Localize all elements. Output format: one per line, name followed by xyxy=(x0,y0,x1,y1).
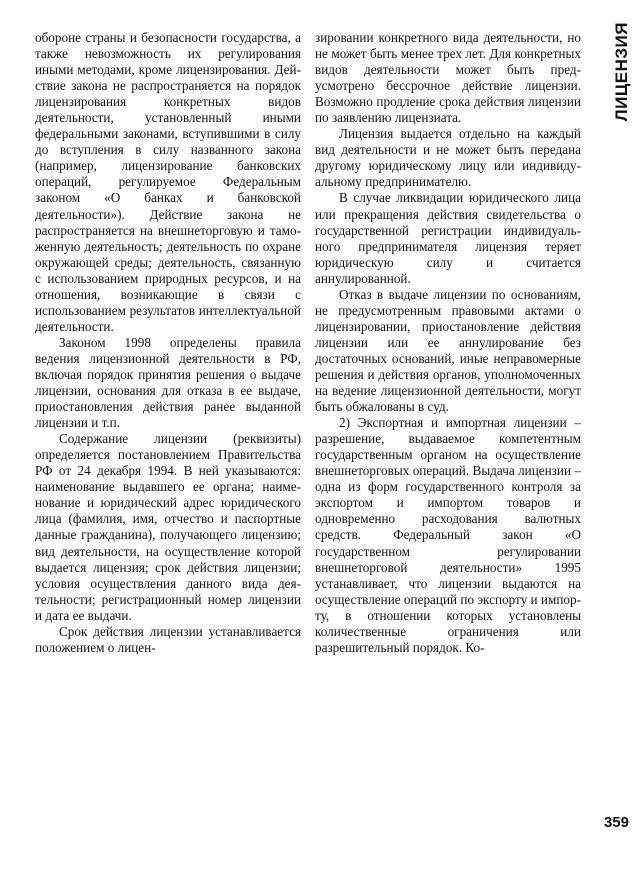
paragraph: Содержание лицензии (реквизиты) определяется постановлением Правительства РФ от 24 декабря 1994. В ней указываются: наименование выдавшего ее органа; наименование и юридический адрес юридического лица (фамилия, имя, отчество и паспортные данные гражданина), получающего лицензию; вид деятельности, на осуществление которой выдается лицензия; срок действия лицензии; условия осуществления данного вида деятельности; регистрационный номер лицензии и дата ее выдачи. xyxy=(35,431,301,623)
paragraph: Срок действия лицензии устанавливается положением о лицен- xyxy=(35,623,301,655)
paragraph: Отказ в выдаче лицензии по основаниям, не предусмотренным правовыми актами о лицензировании, приостановление действия лицензии или ее аннулирование без достаточных оснований, иные неправомерные решения и действия органов, уполномоченных на ведение лицензионной деятельности, могут быть обжалованы в суд. xyxy=(315,286,581,415)
right-column xyxy=(315,30,581,656)
left-column xyxy=(35,30,301,656)
paragraph: В случае ликвидации юридического лица или прекращения действия свидетельства о государственной регистрации индивидуального предпринимателя лицензия теряет юридическую силу и считается аннулированной. xyxy=(315,190,581,286)
paragraph: Лицензия выдается отдельно на каждый вид деятельности и не может быть передана другому юридическому лицу или индивидуальному предпринимателю. xyxy=(315,126,581,190)
paragraph: Законом 1998 определены правила ведения лицензионной деятельности в РФ, включая порядок принятия решения о выдаче лицензии, основания для отказа в ее выдаче, приостановления действия ранее выданной лицензии и т.п. xyxy=(35,334,301,431)
paragraph: зировании конкретного вида деятельности, но не может быть менее трех лет. Для конкретных видов деятельности может быть предусмотрено бессрочное действие лицензии. Возможно продление срока действия лицензии по заявлению лицензиата. xyxy=(315,30,581,126)
paragraph: 2) Экспортная и импортная лицензии – разрешение, выдаваемое компетентным государственным органом на осуществление внешнеторговых операций. Выдача лицензии – одна из форм государственного контроля за экспортом и импортом товаров и одновременно расходования валютных средств. Федеральный закон «О государственном регулировании внешнеторговой деятельности» 1995 устанавливает, что лицензии выдаются на осуществление операций по экспорту и импорту, в отношении которых установлены количественные ограничения или разрешительный порядок. Ко- xyxy=(315,415,581,655)
section-title: ЛИЦЕНЗИЯ xyxy=(612,22,631,122)
page-number: 359 xyxy=(603,814,629,831)
paragraph: обороне страны и безопасности государства, а также невозможность их регулирования иными методами, кроме лицензирования. Действие закона не распространяется на порядок лицензирования конкретных видов деятельности, установленный иными федеральными законами, вступившими в силу до вступления в силу названного закона (например, лицензирование банковских операций, регулируемое Федеральным законом «О банках и банковской деятельности»). Действие закона не распространяется на внешнеторговую и таможенную деятельность; деятельность по охране окружающей среды; деятельность, связанную с использованием природных ресурсов, и на отношения, возникающие в связи с использованием результатов интеллектуальной деятельности. xyxy=(35,30,301,334)
